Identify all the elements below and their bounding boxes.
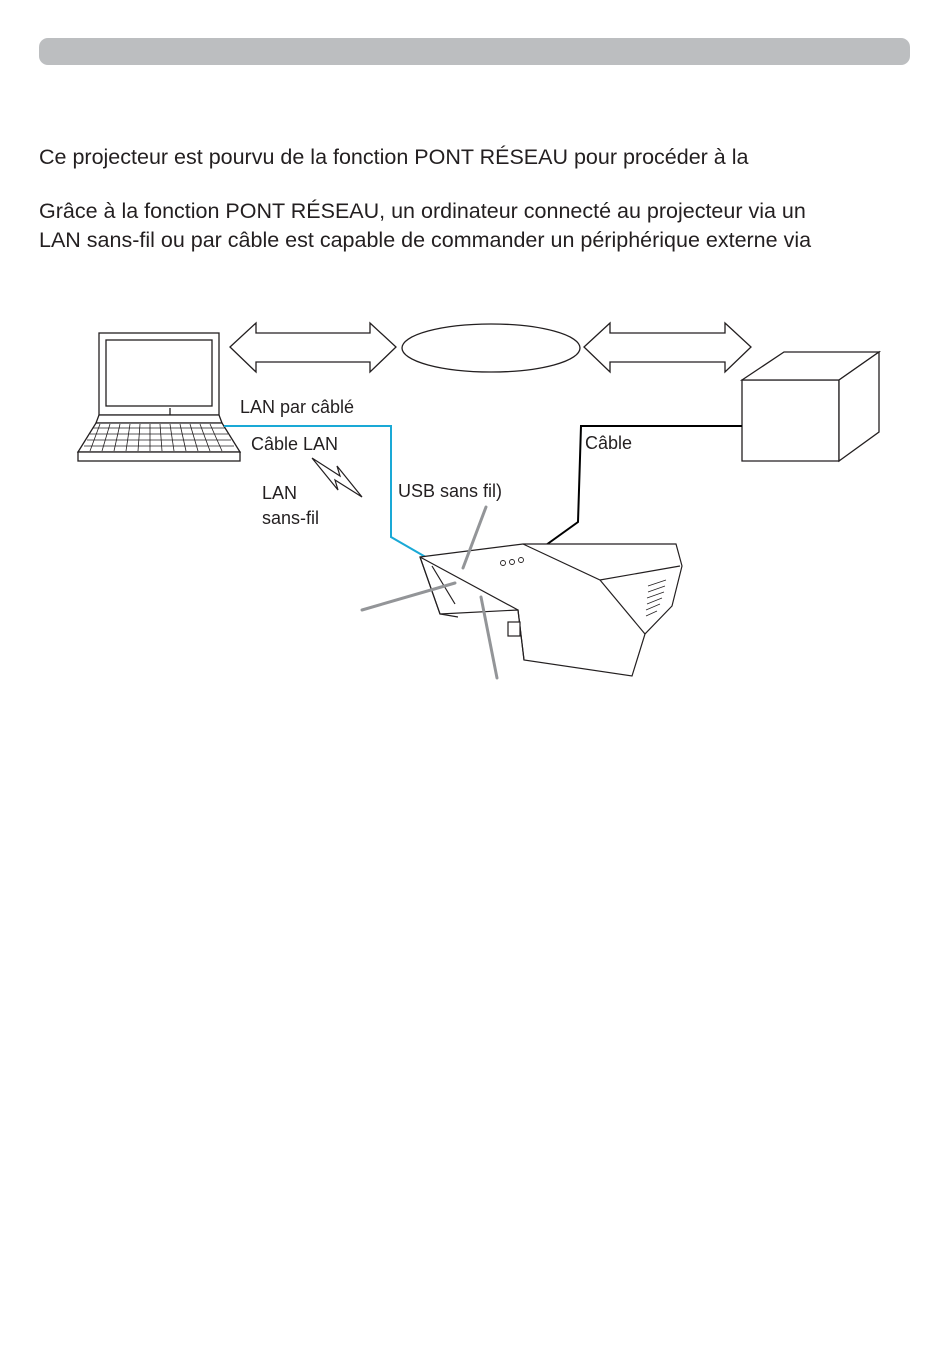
right-double-arrow bbox=[584, 323, 751, 372]
wireless-signal-icon bbox=[312, 458, 362, 497]
external-device-icon bbox=[742, 352, 879, 461]
description-line-2: LAN sans-fil ou par câble est capable de commander un périphérique externe via bbox=[39, 228, 812, 252]
wireless-label-line-2: sans-fil bbox=[262, 508, 320, 528]
network-ellipse bbox=[402, 324, 580, 372]
laptop-icon bbox=[78, 333, 240, 461]
projector-icon bbox=[420, 544, 682, 676]
lan-cable-label: LAN par câblé bbox=[240, 397, 355, 417]
intro-line-1: Ce projecteur est pourvu de la fonction PONT RÉSEAU pour procéder à la bbox=[39, 145, 749, 169]
cable-label: Câble bbox=[585, 433, 633, 453]
left-double-arrow bbox=[230, 323, 396, 372]
usb-wireless-label: USB sans fil) bbox=[398, 481, 503, 501]
wireless-label-line-1: LAN bbox=[262, 483, 298, 503]
cable-lan-label: Câble LAN bbox=[251, 434, 339, 454]
description-line-1: Grâce à la fonction PONT RÉSEAU, un ordinateur connecté au projecteur via un bbox=[39, 199, 806, 223]
